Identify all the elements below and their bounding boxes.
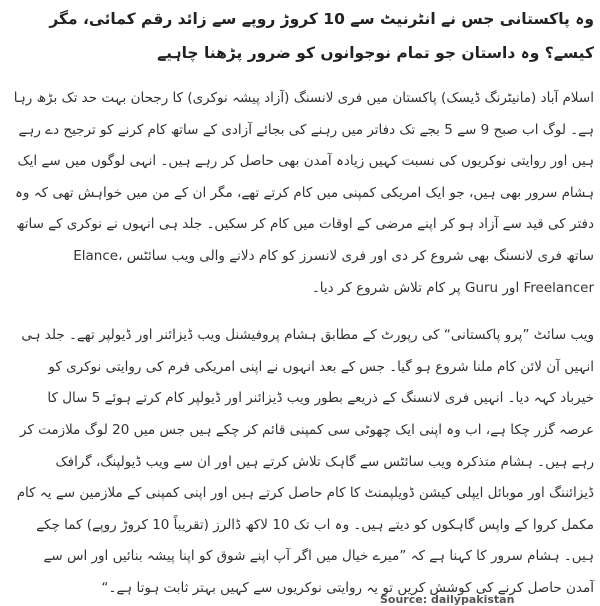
article-headline: وہ پاکستانی جس نے انٹرنیٹ سے 10 کروڑ روپے سے زائد رقم کمائی، مگر کیسے؟ وہ داستان جو تمام نوجوانوں کو ضرور پڑھنا چاہیے [49, 10, 594, 62]
article-source: Source: dailypakistan [380, 593, 515, 606]
article-paragraph-2: ویب سائٹ ”پرو پاکستانی“ کی رپورٹ کے مطابق ہشام پروفیشنل ویب ڈیزائنر اور ڈیولپر تھے۔ جلد ہی انہیں آن لائن کام ملنا شروع ہو گیا۔ جس کے بعد انہوں نے اپنی امریکی فرم کی روایتی نوکری کو خیرباد کہہ دیا۔ انہیں فری لانسنگ کے ذریعے بطور ویب ڈیزائنر اور ڈیولپر کام کرتے ہوئے 5 سال کا عرصہ گزر چکا ہے، اب وہ اپنی ایک چھوٹی سی کمپنی قائم کر چکے ہیں جس میں 20 لوگ ملازمت کر رہے ہیں۔ ہشام متذکرہ ویب سائٹس سے گاہک تلاش کرتے ہیں اور ان سے ویب ڈیولپنگ، گرافک ڈیزائننگ اور موبائل ایپلی کیشن ڈویلپمنٹ کا کام حاصل کرتے ہیں اور اپنی کمپنی کے ملازمین سے یہ کام مکمل کروا کے واپس گاہکوں کو دیتے ہیں۔ وہ اب تک 10 لاکھ ڈالرز (تقریباً 10 کروڑ روپے) کما چکے ہیں۔ ہشام سرور کا کہنا ہے کہ ”میرے خیال میں اگر آپ اپنے شوق کو اپنا پیشہ بنائیں اور اس سے آمدن حاصل کرنے کی کوشش کریں تو یہ روایتی نوکریوں سے کہیں بہتر ثابت ہوتا ہے۔“ [16, 327, 594, 596]
article-paragraph-1: اسلام آباد (مانیٹرنگ ڈیسک) پاکستان میں فری لانسنگ (آزاد پیشہ نوکری) کا رجحان بہت حد تک بڑھ رہا ہے۔ لوگ اب صبح 9 سے 5 بجے تک دفاتر میں رہنے کی بجائے آزادی کے ساتھ کام کرنے کو ترجیح دے رہے ہیں اور روایتی نوکریوں کی نسبت کہیں زیادہ آمدن بھی حاصل کر رہے ہیں۔ انہی لوگوں میں سے ایک ہشام سرور بھی ہیں، جو ایک امریکی کمپنی میں کام کرتے تھے، مگر ان کے من میں خواہش تھی کہ وہ دفتر کی قید سے آزاد ہو کر اپنے مرضی کے اوقات میں کام کر سکیں۔ جلد ہی انہوں نے نوکری کے ساتھ ساتھ فری لانسنگ بھی شروع کر دی اور فری لانسرز کو کام دلانے والی ویب سائٹس Elance، Freelancer اور Guru پر کام تلاش شروع کر دیا۔ [13, 90, 594, 296]
article [0, 2, 600, 606]
